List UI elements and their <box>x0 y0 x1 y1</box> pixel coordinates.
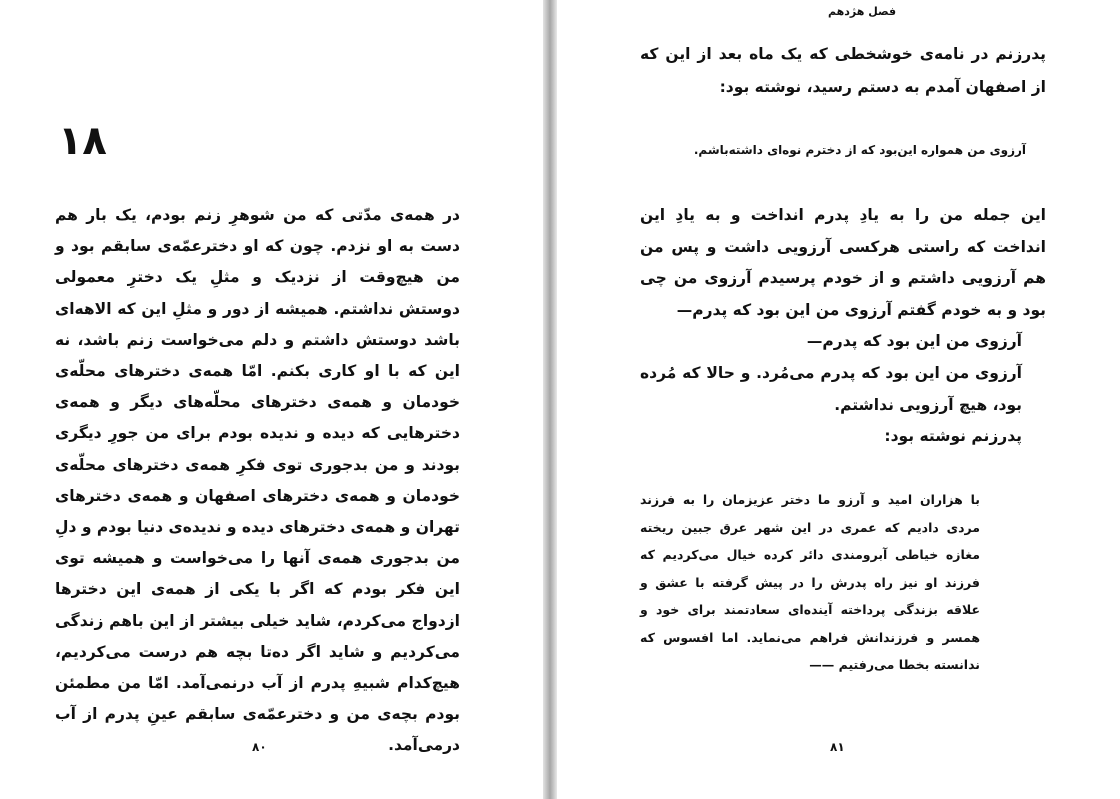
right-page-number: ۸۱ <box>830 740 845 754</box>
running-head: فصل هژدهم <box>828 5 897 18</box>
left-page-number: ۸۰ <box>252 740 267 754</box>
body-paragraph: پدرزنم نوشته بود: <box>884 427 1022 446</box>
body-paragraph: این جمله من را به یادِ پدرم انداخت و به یادِ این انداخت که راستی هرکسی آرزویی داشت و پس من هم آرزویی داشتم و از خودم پرسیدم آرزوی من چی بود و به خودم گفتم آرزوی من این بود که پدرم— <box>640 206 1046 319</box>
chapter-number: ۱۸ <box>58 118 107 164</box>
body-paragraph: آرزوی من این بود که پدرم— <box>806 332 1022 351</box>
quoted-letter: با هزاران امید و آرزو ما دختر عزیزمان را به فرزند مردی دادیم که عمری در این شهر عرق جبین ریخته مغازه خیاطی آبرومندی دائر کرده خیال می‌کردیم که فرزند او نیز راه پدرش را در پیش گرفته با عشق و علاقه بزندگی پرداخته آینده‌ای سعادتمند برای خود و همسر و فرزندانش فراهم می‌نماید. اما افسوس که ندانسته بخطا می‌رفتیم —— <box>640 492 980 672</box>
left-page-body-text: در همه‌ی مدّتی که من شوهرِ زنم بودم، یک بار هم دست به او نزدم. چون که او دخترعمّه‌ی سابقم بود و من هیچ‌وقت از نزدیک و مثلِ یک دخترِ معمولی دوستش نداشتم. همیشه از دور و مثلِ این که الاهه‌ای باشد دوستش داشتم و دلم می‌خواست زنم باشد، نه این که با او کاری بکنم. امّا همه‌ی دخترهای محلّه‌ی خودمان و همه‌ی دخترهای محلّه‌های دیگر و همه‌ی دخترهایی که دیده و ندیده بودم برای من جورِ دیگری بودند و من بدجوری توی فکرِ همه‌ی دخترهای محلّه‌ی خودمان و همه‌ی دخترهای اصفهان و همه‌ی دخترهای تهران و همه‌ی دخترهای دیده و ندیده‌ی دنیا بودم و دلِ من بدجوری همه‌ی آنها را می‌خواست و همیشه توی این فکر بودم که اگر با یکی از همه‌ی این دخترها ازدواج می‌کردم، شاید خیلی بیشتر از این باهم زندگی می‌کردیم و شاید اگر ده‌تا بچه هم درست می‌کردیم، هیچ‌کدام شبیهِ پدرم از آب درنمی‌آمد. امّا من مطمئن بودم بچه‌ی من و دخترعمّه‌ی سابقم عینِ پدرم از آب درمی‌آمد. <box>55 206 460 755</box>
quoted-sentence: آرزوی من همواره این‌بود که از دخترم نوه‌ای داشته‌باشم. <box>693 143 1026 157</box>
right-page-body-text <box>640 200 1046 453</box>
body-paragraph: آرزوی من این بود که پدرم می‌مُرد. و حالا که مُرده بود، هیچ آرزویی نداشتم. <box>640 363 1022 414</box>
right-page-intro-text: پدرزنم در نامه‌ی خوشخطی که یک ماه بعد از این که از اصفهان آمدم به دستم رسید، نوشته بود: <box>640 45 1046 96</box>
